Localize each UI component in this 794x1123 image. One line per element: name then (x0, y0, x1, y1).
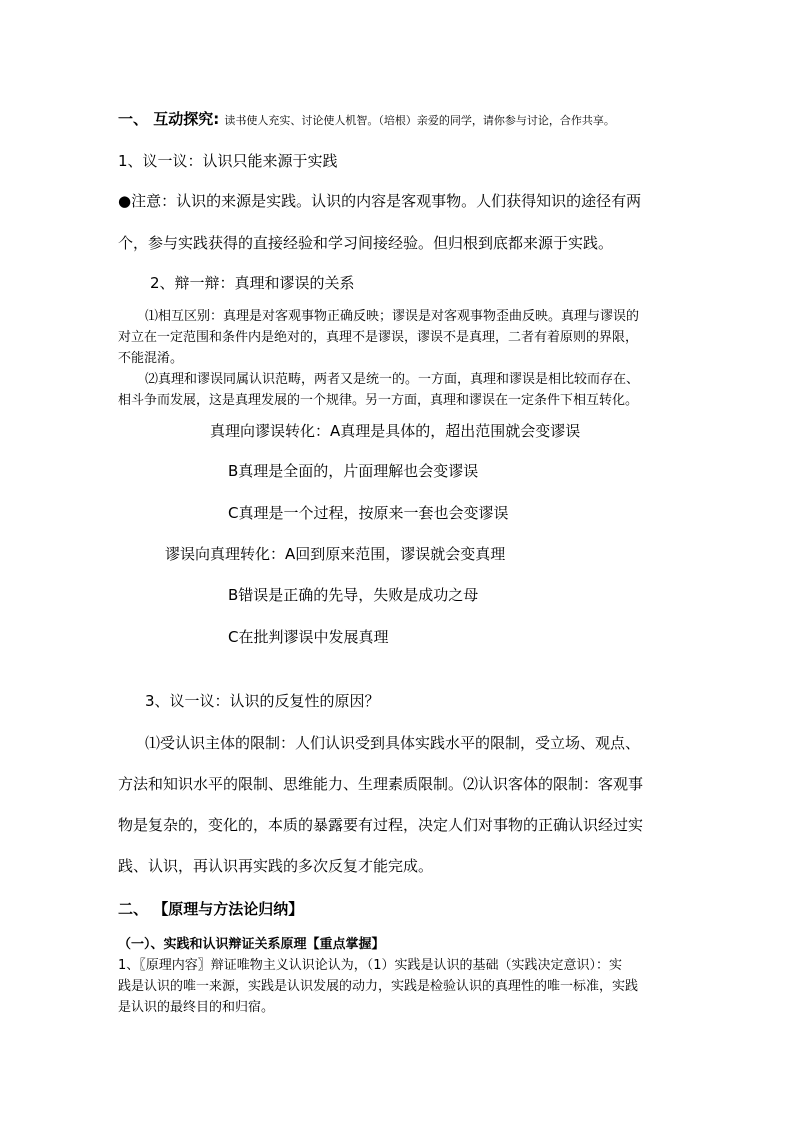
section2-line2: 践是认识的唯一来源，实践是认识发展的动力，实践是检验认识的真理性的唯一标准，实践 (118, 979, 639, 994)
q1-note-line1: ●注意：认识的来源是实践。认识的内容是客观事物。人们获得知识的途径有两 (118, 192, 642, 210)
q2-truth-to-error-c: C真理是一个过程，按原来一套也会变谬误 (228, 504, 509, 522)
q2-error-to-truth-b: B错误是正确的先导，失败是成功之母 (228, 586, 479, 604)
section2-heading: 二、 【原理与方法论归纳】 (118, 900, 304, 918)
section2-line1: 1、〖原理内容〗辩证唯物主义认识论认为，（1）实践是认识的基础（实践决定意识）：实 (118, 958, 623, 973)
q2-truth-to-error-b: B真理是全面的，片面理解也会变谬误 (228, 462, 479, 480)
q3-title: 3、议一议：认识的反复性的原因？ (145, 692, 380, 710)
q2-title: 2、辩一辩：真理和谬误的关系 (150, 274, 355, 292)
q3-line3: 物是复杂的，变化的，本质的暴露要有过程，决定人们对事物的正确认识经过实 (118, 816, 644, 834)
q2-error-to-truth-c: C在批判谬误中发展真理 (228, 628, 389, 646)
q2-p2-line1: ⑵真理和谬误同属认识范畴，两者又是统一的。一方面，真理和谬误是相比较而存在、 (145, 372, 640, 387)
section1-intro: 读书使人充实、讨论使人机智。（培根）亲爱的同学，请你参与讨论，合作共享。 (224, 114, 615, 127)
q2-p1-line1: ⑴相互区别：真理是对客观事物正确反映；谬误是对客观事物歪曲反映。真理与谬误的 (145, 309, 640, 324)
q3-line2: 方法和知识水平的限制、思维能力、生理素质限制。⑵认识客体的限制：客观事 (118, 775, 644, 793)
q3-line4: 践、认识，再认识再实践的多次反复才能完成。 (118, 857, 434, 875)
q2-error-to-truth-a: 谬误向真理转化：A回到原来范围，谬误就会变真理 (165, 545, 506, 563)
section2-line3: 是认识的最终目的和归宿。 (118, 1000, 275, 1015)
q2-truth-to-error-a: 真理向谬误转化：A真理是具体的，超出范围就会变谬误 (210, 422, 581, 440)
q3-line1: ⑴受认识主体的限制：人们认识受到具体实践水平的限制，受立场、观点、 (145, 734, 641, 752)
section1-heading-line (118, 108, 615, 129)
q2-p2-line2: 相斗争而发展，这是真理发展的一个规律。另一方面，真理和谬误在一定条件下相互转化。 (118, 393, 639, 408)
q2-p1-line3: 不能混淆。 (118, 351, 184, 366)
q1-title: 1、议一议：认识只能来源于实践 (118, 152, 338, 170)
q1-note-line2: 个，参与实践获得的直接经验和学习间接经验。但归根到底都来源于实践。 (118, 234, 614, 252)
section2-subheading: （一）、实践和认识辩证关系原理【重点掌握】 (118, 937, 385, 952)
q2-p1-line2: 对立在一定范围和条件内是绝对的，真理不是谬误，谬误不是真理，二者有着原则的界限， (118, 330, 639, 345)
section1-heading: 一、 互动探究: (118, 110, 220, 128)
